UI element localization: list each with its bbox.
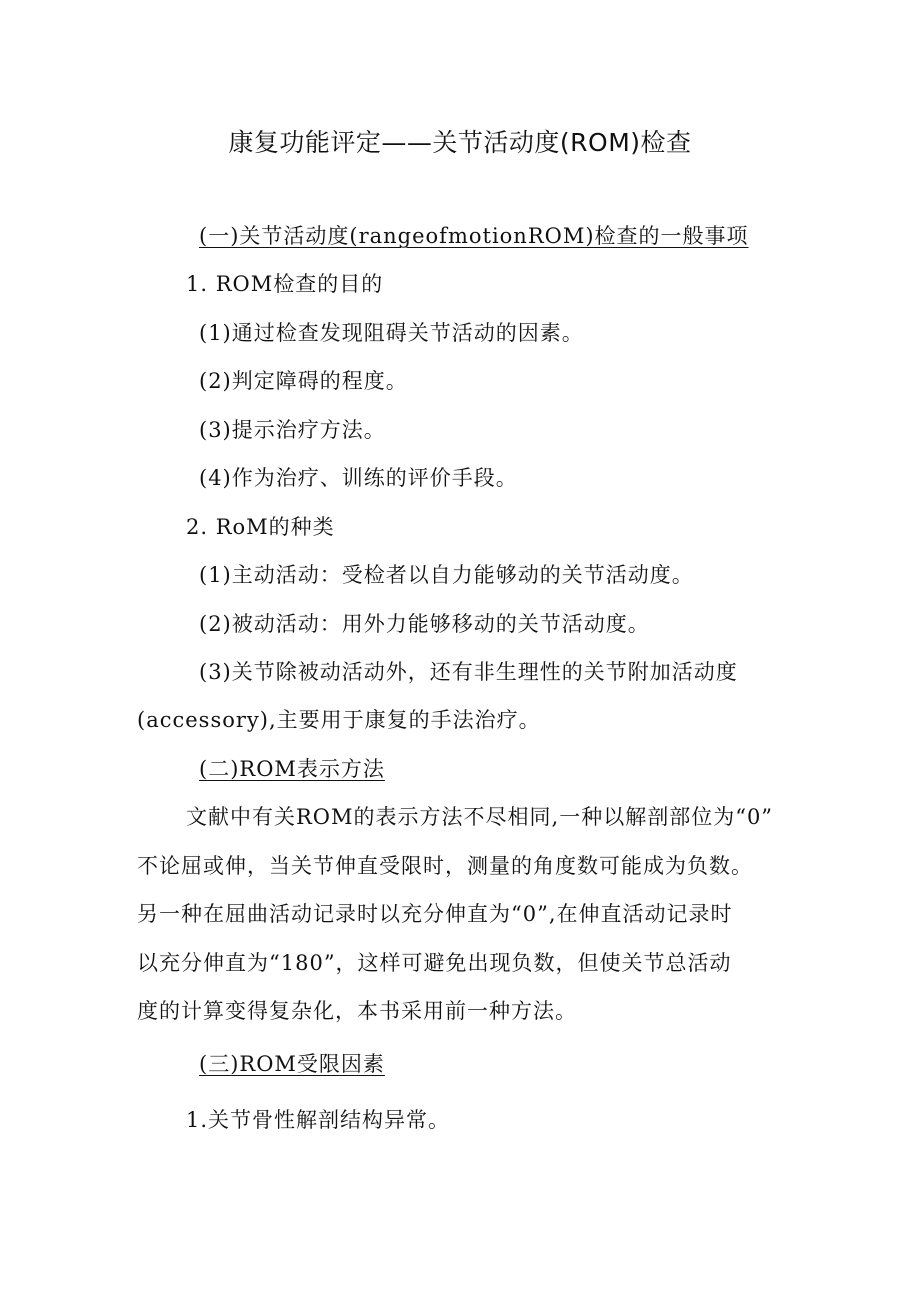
item-rom-types-label: 2. RoM的种类	[186, 515, 335, 539]
notation-paragraph-line-2: 不论屈或伸，当关节伸直受限时，测量的角度数可能成为负数。	[137, 854, 753, 878]
notation-paragraph-line-3: 另一种在屈曲活动记录时以充分伸直为“0”,在伸直活动记录时	[137, 902, 733, 926]
purpose-point-1: (1)通过检查发现阻碍关节活动的因素。	[199, 321, 584, 345]
limiting-factor-1: 1.关节骨性解剖结构异常。	[186, 1108, 451, 1132]
purpose-point-4: (4)作为治疗、训练的评价手段。	[199, 466, 518, 490]
types-point-3-continued: (accessory),主要用于康复的手法治疗。	[137, 708, 541, 732]
types-point-1: (1)主动活动：受检者以自力能够动的关节活动度。	[199, 563, 694, 587]
notation-paragraph-line-1: 文献中有关ROM的表示方法不尽相同,一种以解剖部位为“0”	[186, 805, 774, 829]
purpose-point-2: (2)判定障碍的程度。	[199, 369, 408, 393]
section-heading-rom-notation: (二)ROM表示方法	[199, 757, 385, 781]
types-point-3: (3)关节除被动活动外，还有非生理性的关节附加活动度	[199, 660, 738, 684]
types-point-2: (2)被动活动：用外力能够移动的关节活动度。	[199, 612, 650, 636]
section-heading-general: (一)关节活动度(rangeofmotionROM)检查的一般事项	[199, 224, 749, 248]
item-rom-purpose-label: 1. ROM检查的目的	[186, 272, 384, 296]
notation-paragraph-line-4: 以充分伸直为“180”，这样可避免出现负数，但使关节总活动	[137, 951, 732, 975]
section-heading-rom-limiting-factors: (三)ROM受限因素	[199, 1052, 385, 1076]
notation-paragraph-line-5: 度的计算变得复杂化，本书采用前一种方法。	[137, 999, 577, 1023]
document-title: 康复功能评定——关节活动度(ROM)检查	[228, 128, 692, 157]
purpose-point-3: (3)提示治疗方法。	[199, 418, 386, 442]
